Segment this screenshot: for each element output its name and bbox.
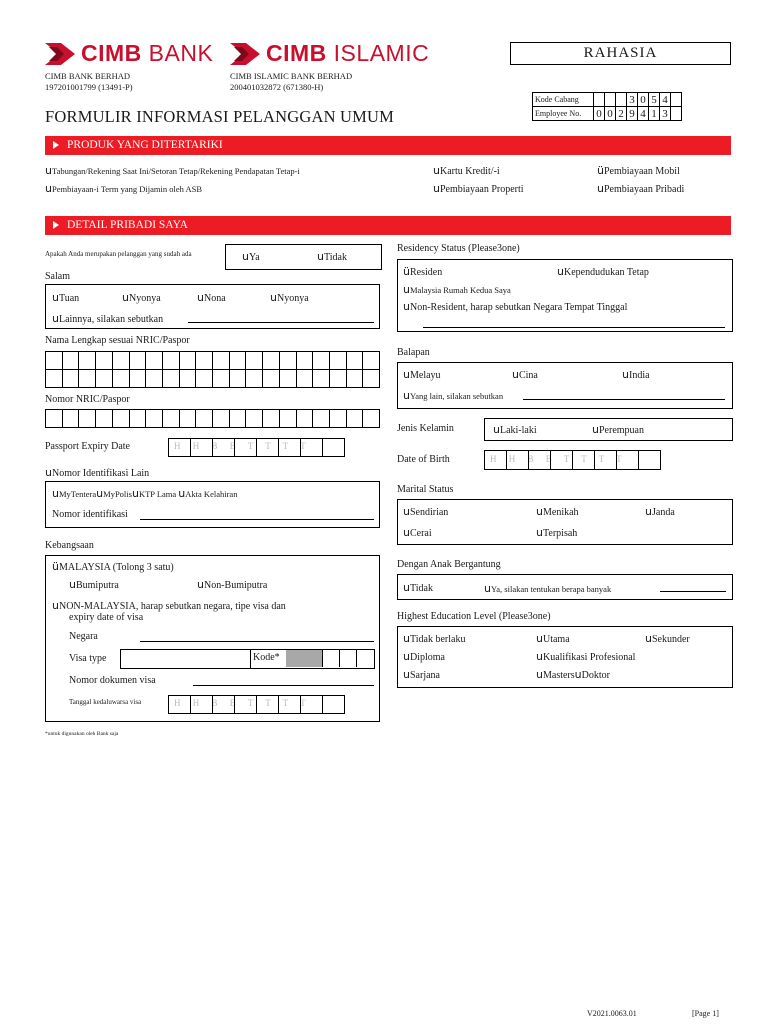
arrow-icon	[53, 221, 59, 229]
bank-company-info	[45, 71, 133, 93]
employee-no-digit[interactable]: 0	[605, 107, 616, 121]
checkbox-icon[interactable]: u	[45, 466, 52, 479]
passport-expiry-label: Passport Expiry Date	[45, 441, 130, 452]
islamic-reg-no: 200401032872 (671380-H)	[230, 82, 324, 92]
checkbox-icon[interactable]: u	[122, 291, 129, 304]
checkbox-icon[interactable]: u	[403, 389, 410, 402]
resident-option[interactable]: üResiden	[403, 265, 443, 278]
children-label: Dengan Anak Bergantung	[397, 559, 501, 570]
checkbox-icon[interactable]: u	[403, 668, 410, 681]
salutation-nona-option[interactable]: uNona	[197, 291, 226, 304]
checkbox-icon[interactable]: u	[242, 250, 249, 263]
checkbox-icon[interactable]: u	[484, 582, 491, 595]
employee-no-digit[interactable]: 4	[638, 107, 649, 121]
nric-grid[interactable]	[45, 409, 380, 428]
arrow-icon	[53, 141, 59, 149]
gender-male-option[interactable]: uLaki-laki	[493, 423, 537, 436]
checkbox-icon[interactable]: u	[433, 182, 440, 195]
checkbox-icon[interactable]: u	[69, 578, 76, 591]
salutation-other-option[interactable]: uLainnya, silakan sebutkan	[52, 312, 164, 325]
checkbox-icon[interactable]: u	[45, 182, 52, 195]
bumiputra-option[interactable]: uBumiputra	[69, 578, 119, 591]
country-field[interactable]	[140, 641, 374, 642]
nric-label: Nomor NRIC/Paspor	[45, 394, 130, 405]
residence-country-field[interactable]	[423, 327, 725, 328]
non-bumiputra-option[interactable]: uNon-Bumiputra	[197, 578, 268, 591]
employee-no-digit[interactable]: 1	[649, 107, 660, 121]
section-personal-header: DETAIL PRIBADI SAYA	[45, 216, 731, 235]
gender-label: Jenis Kelamin	[397, 423, 454, 434]
branch-code-digit[interactable]: 4	[660, 93, 671, 107]
salutation-nyonya2-option[interactable]: uNyonya	[270, 291, 309, 304]
fullname-label: Nama Lengkap sesuai NRIC/Paspor	[45, 335, 190, 346]
employee-no-digit[interactable]: 2	[616, 107, 627, 121]
checkbox-checked-icon[interactable]: ü	[597, 164, 604, 177]
branch-code-digit[interactable]	[605, 93, 616, 107]
checkbox-icon[interactable]: u	[645, 632, 652, 645]
islamic-company-info	[230, 71, 352, 93]
country-label: Negara	[69, 631, 98, 642]
section-products-header: PRODUK YANG DITERTARIKI	[45, 136, 731, 155]
edu-primary-option[interactable]: uUtama	[536, 632, 570, 645]
branch-code-digit[interactable]	[616, 93, 627, 107]
passport-expiry-hint: H H B B T T T T	[174, 441, 311, 451]
salutation-label: Salam	[45, 271, 70, 282]
product-car-financing-option[interactable]: üPembiayaan Mobil	[597, 164, 680, 177]
race-other-option[interactable]: uYang lain, silakan sebutkan	[403, 389, 504, 402]
checkbox-icon[interactable]: u	[433, 164, 440, 177]
employee-no-digit[interactable]: 9	[627, 107, 638, 121]
checkbox-icon[interactable]: u	[403, 581, 410, 594]
branch-code-digit[interactable]: 0	[638, 93, 649, 107]
checkbox-icon[interactable]: u	[178, 487, 186, 500]
marital-widowed-option[interactable]: uJanda	[645, 505, 675, 518]
product-property-financing-option[interactable]: uPembiayaan Properti	[433, 182, 524, 195]
race-other-field[interactable]	[523, 399, 725, 400]
checkbox-icon[interactable]: u	[52, 312, 59, 325]
checkbox-icon[interactable]: u	[622, 368, 629, 381]
dob-cells[interactable]	[484, 450, 661, 470]
cimb-islamic-logo: CIMB ISLAMIC	[230, 40, 429, 67]
existing-customer-question: Apakah Anda merupakan pelanggan yang sudah ada	[45, 250, 192, 258]
nationality-label: Kebangsaan	[45, 540, 94, 551]
branch-employee-table	[532, 92, 682, 121]
edu-secondary-option[interactable]: uSekunder	[645, 632, 690, 645]
product-savings-option[interactable]: uTabungan/Rekening Saat Ini/Setoran Tetap/Rekening Pendapatan Tetap-i	[45, 164, 300, 177]
visa-expiry-cells[interactable]	[168, 695, 345, 714]
checkbox-icon[interactable]: u	[52, 291, 59, 304]
product-credit-card-option[interactable]: uKartu Kredit/-i	[433, 164, 500, 177]
marital-divorced-option[interactable]: uCerai	[403, 526, 432, 539]
checkbox-icon[interactable]: u	[403, 283, 410, 296]
form-version: V2021.0063.01	[587, 1009, 637, 1018]
checkbox-icon[interactable]: u	[197, 291, 204, 304]
dob-hint: H H B B T T T T	[490, 454, 627, 464]
visa-code-bank-use	[286, 650, 322, 667]
visa-doc-label: Nomor dokumen visa	[69, 675, 156, 686]
edu-masters-doctor-option[interactable]: uMastersuDoktor	[536, 668, 610, 681]
checkbox-icon[interactable]: u	[403, 632, 410, 645]
gender-female-option[interactable]: uPerempuan	[592, 423, 644, 436]
marital-single-option[interactable]: uSendirian	[403, 505, 449, 518]
fullname-grid[interactable]	[45, 351, 380, 388]
race-malay-option[interactable]: uMelayu	[403, 368, 441, 381]
employee-no-digit[interactable]	[671, 107, 682, 121]
education-label: Highest Education Level (Please3one)	[397, 611, 551, 622]
checkbox-icon[interactable]: u	[45, 164, 52, 177]
cimb-chevron-icon	[230, 43, 260, 65]
employee-no-digit[interactable]: 3	[660, 107, 671, 121]
checkbox-icon[interactable]: u	[645, 505, 652, 518]
branch-code-label: Kode Cabang	[533, 93, 594, 107]
checkbox-icon[interactable]: u	[536, 632, 543, 645]
checkbox-icon[interactable]: u	[403, 650, 410, 663]
visa-expiry-label: Tanggal kedaluwarsa visa	[69, 698, 142, 706]
other-id-option[interactable]: uNomor Identifikasi Lain	[45, 466, 150, 479]
checkbox-icon[interactable]: u	[512, 368, 519, 381]
marital-married-option[interactable]: uMenikah	[536, 505, 579, 518]
employee-no-label: Employee No.	[533, 107, 594, 121]
checkbox-icon[interactable]: u	[597, 182, 604, 195]
branch-code-row	[533, 93, 682, 107]
checkbox-icon[interactable]: u	[270, 291, 277, 304]
pr-option[interactable]: uKependudukan Tetap	[557, 265, 649, 278]
checkbox-icon[interactable]: u	[197, 578, 204, 591]
marital-separated-option[interactable]: uTerpisah	[536, 526, 578, 539]
existing-yes-option[interactable]: uYa	[242, 250, 260, 263]
checkbox-icon[interactable]: u	[52, 487, 59, 500]
checkbox-icon[interactable]: u	[574, 668, 582, 681]
salutation-nyonya-option[interactable]: uNyonya	[122, 291, 161, 304]
checkbox-icon[interactable]: u	[536, 526, 543, 539]
visa-code-label: Kode*	[253, 652, 280, 663]
salutation-other-field[interactable]	[188, 322, 374, 323]
islamic-name: CIMB ISLAMIC BANK BERHAD	[230, 71, 353, 81]
race-indian-option[interactable]: uIndia	[622, 368, 650, 381]
employee-no-row	[533, 107, 682, 121]
visa-expiry-hint: H H B B T T T T	[174, 698, 311, 708]
edu-professional-option[interactable]: uKualifikasi Profesional	[536, 650, 636, 663]
page-number: [Page 1]	[692, 1009, 719, 1018]
bank-name: CIMB BANK BERHAD	[45, 71, 131, 81]
classification-box: RAHASIA	[510, 42, 731, 65]
employee-no-digit[interactable]: 0	[594, 107, 605, 121]
checkbox-icon[interactable]: u	[493, 423, 500, 436]
checkbox-checked-icon[interactable]: ü	[403, 265, 410, 278]
residency-label: Residency Status (Please3one)	[397, 243, 520, 254]
edu-none-option[interactable]: uTidak berlaku	[403, 632, 466, 645]
checkbox-checked-icon[interactable]: ü	[52, 560, 59, 573]
salutation-tuan-option[interactable]: uTuan	[52, 291, 80, 304]
product-personal-financing-option[interactable]: uPembiayaan Pribadi	[597, 182, 685, 195]
checkbox-icon[interactable]: u	[403, 368, 410, 381]
checkbox-icon[interactable]: u	[536, 668, 543, 681]
id-number-field[interactable]	[140, 519, 374, 520]
checkbox-icon[interactable]: u	[592, 423, 599, 436]
checkbox-icon[interactable]: u	[557, 265, 564, 278]
checkbox-icon[interactable]: u	[403, 300, 410, 313]
mm2h-option[interactable]: uMalaysia Rumah Kedua Saya	[403, 283, 511, 296]
branch-code-digit[interactable]: 5	[649, 93, 660, 107]
checkbox-icon[interactable]: u	[536, 650, 543, 663]
visa-type-divider	[250, 649, 251, 668]
checkbox-icon[interactable]: u	[536, 505, 543, 518]
edu-degree-option[interactable]: uSarjana	[403, 668, 440, 681]
cimb-bank-logo: CIMB BANK	[45, 40, 213, 67]
checkbox-icon[interactable]: u	[317, 250, 324, 263]
passport-expiry-cells[interactable]	[168, 438, 345, 457]
non-malaysia-line2: expiry date of visa	[69, 612, 144, 623]
checkbox-icon[interactable]: u	[96, 487, 104, 500]
id-number-label: Nomor identifikasi	[52, 509, 128, 520]
branch-code-digit[interactable]	[671, 93, 682, 107]
dob-label: Date of Birth	[397, 454, 450, 465]
bank-use-footnote: *untuk digunakan oleh Bank saja	[45, 731, 119, 737]
visa-doc-field[interactable]	[193, 685, 374, 686]
visa-type-label: Visa type	[69, 653, 107, 664]
bank-reg-no: 197201001799 (13491-P)	[45, 82, 133, 92]
children-count-field[interactable]	[660, 591, 726, 592]
edu-diploma-option[interactable]: uDiploma	[403, 650, 445, 663]
race-label: Balapan	[397, 347, 430, 358]
branch-code-digit[interactable]: 3	[627, 93, 638, 107]
checkbox-icon[interactable]: u	[131, 487, 139, 500]
other-id-types[interactable]: uMyTenterauMyPolisuKTP Lama uAkta Kelahiran	[52, 487, 238, 500]
visa-code-cells[interactable]	[322, 649, 374, 667]
non-malaysia-option[interactable]: uNON-MALAYSIA, harap sebutkan negara, tipe visa dan	[52, 599, 286, 612]
existing-no-option[interactable]: uTidak	[317, 250, 347, 263]
branch-code-digit[interactable]	[594, 93, 605, 107]
marital-label: Marital Status	[397, 484, 454, 495]
checkbox-icon[interactable]: u	[52, 599, 59, 612]
children-no-option[interactable]: uTidak	[403, 581, 433, 594]
checkbox-icon[interactable]: u	[403, 505, 410, 518]
race-chinese-option[interactable]: uCina	[512, 368, 538, 381]
form-title: FORMULIR INFORMASI PELANGGAN UMUM	[45, 107, 395, 126]
product-asb-financing-option[interactable]: uPembiayaan-i Term yang Dijamin oleh ASB	[45, 182, 203, 195]
children-yes-option[interactable]: uYa, silakan tentukan berapa banyak	[484, 582, 612, 595]
cimb-chevron-icon	[45, 43, 75, 65]
nationality-malaysia-option[interactable]: üMALAYSIA (Tolong 3 satu)	[52, 560, 174, 573]
checkbox-icon[interactable]: u	[403, 526, 410, 539]
non-resident-option[interactable]: uNon-Resident, harap sebutkan Negara Tempat Tinggal	[403, 300, 628, 313]
